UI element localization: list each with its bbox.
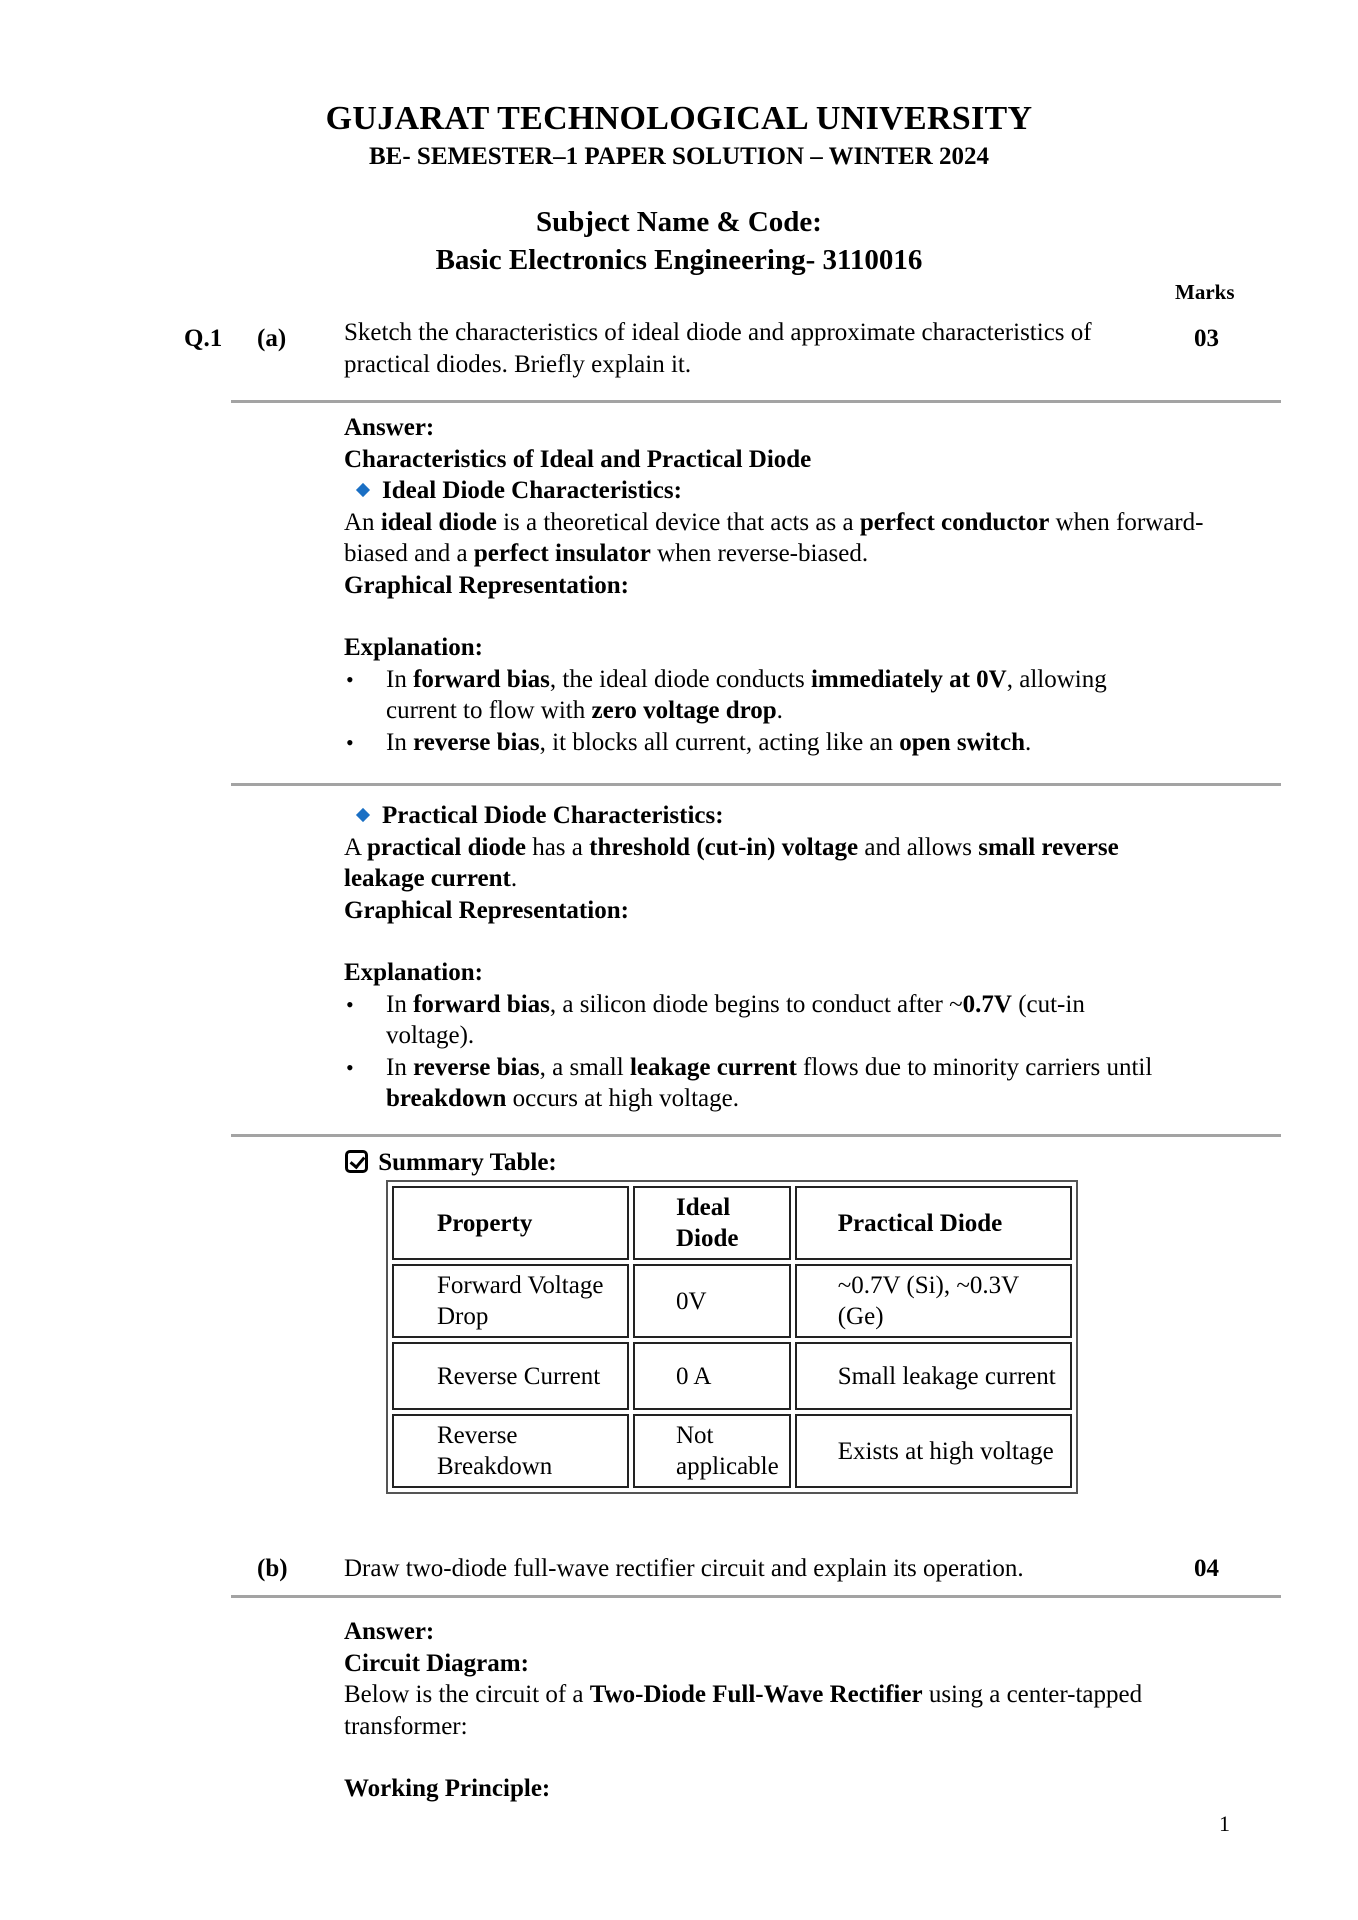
bold-text: reverse bias — [413, 1053, 540, 1081]
answer-b-block — [344, 1616, 1174, 1805]
text: and allows — [858, 833, 979, 861]
table-header-property: Property — [392, 1186, 629, 1260]
text: (cut-in voltage). — [386, 990, 1085, 1049]
list-item — [344, 664, 1124, 727]
bold-text: leakage current — [629, 1053, 797, 1081]
text: , it blocks all current, acting like an — [539, 728, 900, 756]
marks-header: Marks — [1175, 280, 1235, 304]
bold-text: immediately at 0V — [810, 665, 1007, 693]
checkbox-checked-icon — [345, 1150, 368, 1173]
practical-heading — [344, 800, 1244, 832]
text: has a — [525, 833, 590, 861]
bold-text: 0.7V — [962, 990, 1012, 1018]
subject-label: Subject Name & Code: — [536, 206, 822, 238]
summary-table — [386, 1180, 1078, 1494]
divider — [231, 1595, 1281, 1598]
marks-a: 03 — [1194, 325, 1219, 352]
table-cell: Exists at high voltage — [795, 1414, 1072, 1488]
practical-graph-label: Graphical Representation: — [344, 896, 629, 924]
text: In — [386, 728, 414, 756]
text: . — [776, 697, 783, 724]
text: when reverse-biased. — [650, 540, 869, 567]
bold-text: small reverse leakage current — [344, 833, 1119, 892]
diamond-bullet-icon — [356, 483, 370, 497]
text: Below is the circuit of a — [344, 1681, 590, 1708]
table-cell: 0 A — [633, 1342, 791, 1410]
table-row — [392, 1342, 1072, 1410]
answer-a-ideal-block — [344, 412, 1244, 758]
text: , the ideal diode conducts — [549, 665, 811, 693]
question-b-text: Draw two-diode full-wave rectifier circuit and explain its operation. — [344, 1555, 1024, 1582]
bold-text: forward bias — [413, 990, 550, 1018]
list-item — [344, 727, 1124, 759]
list-item — [344, 989, 1174, 1052]
text: In — [386, 990, 414, 1018]
subject-name: Basic Electronics Engineering- 3110016 — [435, 244, 923, 276]
text: A — [344, 833, 367, 861]
marks-b: 04 — [1194, 1555, 1219, 1582]
ideal-explanation-list — [344, 664, 1124, 759]
diamond-bullet-icon — [356, 808, 370, 822]
text: using a center-tapped transformer: — [344, 1681, 1143, 1740]
text: In — [386, 665, 414, 693]
ideal-heading — [344, 475, 1244, 507]
table-row — [392, 1414, 1072, 1488]
answer-label: Answer: — [344, 414, 435, 441]
answer-title: Characteristics of Ideal and Practical Diode — [344, 445, 812, 473]
text: , allowing current to flow with — [386, 665, 1107, 724]
exam-subtitle: BE- SEMESTER–1 PAPER SOLUTION – WINTER 2024 — [368, 143, 990, 170]
practical-heading-text: Practical Diode Characteristics: — [382, 802, 724, 829]
table-cell: Small leakage current — [795, 1342, 1072, 1410]
table-row — [392, 1264, 1072, 1338]
text: In — [386, 1053, 414, 1081]
practical-explanation-label: Explanation: — [344, 959, 483, 986]
ideal-graph-label: Graphical Representation: — [344, 571, 629, 599]
divider — [231, 1134, 1281, 1137]
text: . — [510, 865, 518, 892]
practical-explanation-list — [344, 989, 1174, 1115]
summary-heading — [345, 1147, 557, 1179]
bold-text: zero voltage drop — [591, 697, 777, 724]
table-header-ideal: Ideal Diode — [633, 1186, 791, 1260]
table-cell: Reverse Current — [392, 1342, 629, 1410]
bold-text: practical diode — [366, 833, 526, 861]
table-cell: ~0.7V (Si), ~0.3V (Ge) — [795, 1264, 1072, 1338]
answer-label: Answer: — [344, 1618, 435, 1645]
university-title: GUJARAT TECHNOLOGICAL UNIVERSITY — [325, 100, 1033, 137]
text: An — [344, 508, 381, 536]
bold-text: ideal diode — [380, 508, 497, 536]
table-cell: Reverse Breakdown — [392, 1414, 629, 1488]
list-item — [344, 1052, 1174, 1115]
bold-text: open switch — [899, 728, 1025, 756]
divider — [231, 400, 1281, 403]
table-cell: Not applicable — [633, 1414, 791, 1488]
table-cell: 0V — [633, 1264, 791, 1338]
bold-text: perfect insulator — [473, 540, 651, 567]
text: when forward-biased and a — [344, 508, 1204, 567]
ideal-explanation-label: Explanation: — [344, 634, 483, 661]
table-cell: Forward Voltage Drop — [392, 1264, 629, 1338]
divider — [231, 783, 1281, 786]
question-number: Q.1 — [184, 325, 223, 352]
bold-text: reverse bias — [413, 728, 540, 756]
table-header-row — [392, 1186, 1072, 1260]
subquestion-label-b: (b) — [257, 1555, 288, 1582]
text: . — [1025, 728, 1032, 756]
table-header-practical: Practical Diode — [795, 1186, 1072, 1260]
question-a-text: Sketch the characteristics of ideal diode and approximate characteristics of practical diodes. Briefly explain it. — [344, 319, 1092, 378]
bold-text: threshold (cut-in) voltage — [589, 833, 859, 861]
ideal-description — [344, 507, 1244, 570]
subquestion-label-a: (a) — [257, 325, 287, 352]
bold-text: breakdown — [386, 1085, 507, 1112]
practical-description — [344, 832, 1144, 895]
text: , a small — [539, 1053, 630, 1081]
ideal-heading-text: Ideal Diode Characteristics: — [382, 477, 682, 504]
bold-text: Two-Diode Full-Wave Rectifier — [589, 1681, 923, 1708]
circuit-label: Circuit Diagram: — [344, 1649, 529, 1677]
text: , a silicon diode begins to conduct after ~ — [549, 990, 963, 1018]
answer-a-practical-block — [344, 800, 1244, 1115]
working-principle-label: Working Principle: — [344, 1775, 551, 1802]
bold-text: forward bias — [413, 665, 550, 693]
text: flows due to minority carriers until — [796, 1053, 1153, 1081]
page-number: 1 — [1219, 1811, 1230, 1836]
text: is a theoretical device that acts as a — [496, 508, 860, 536]
summary-label: Summary Table: — [378, 1149, 557, 1176]
text: occurs at high voltage. — [506, 1085, 739, 1112]
circuit-description — [344, 1679, 1144, 1742]
bold-text: perfect conductor — [859, 508, 1050, 536]
